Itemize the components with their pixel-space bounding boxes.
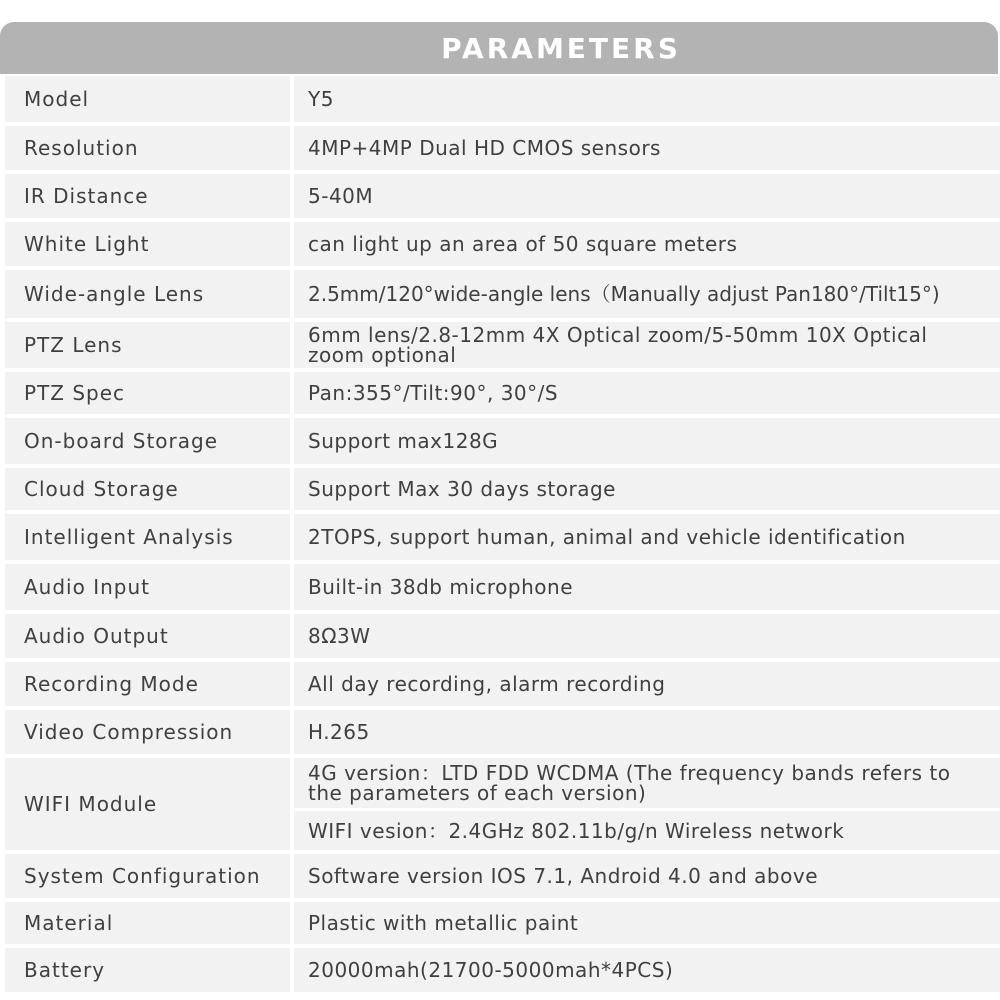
row-value: Y5 bbox=[294, 76, 1000, 122]
parameters-header bbox=[0, 22, 998, 74]
row-label: Battery bbox=[5, 948, 290, 992]
row-value-text: WIFI vesion：2.4GHz 802.11b/g/n Wireless network bbox=[308, 818, 845, 843]
table-row-intelligent-analysis bbox=[0, 512, 1000, 562]
row-value-wifi bbox=[294, 811, 1000, 850]
row-value: 2.5mm/120°wide-angle lens（Manually adjust Pan180°/Tilt15°) bbox=[294, 270, 1000, 318]
row-value-4g bbox=[294, 758, 1000, 808]
row-value: Pan:355°/Tilt:90°, 30°/S bbox=[294, 372, 1000, 414]
table-row-cloud-storage bbox=[0, 466, 1000, 512]
table-row-system-configuration bbox=[0, 852, 1000, 900]
row-value: H.265 bbox=[294, 710, 1000, 754]
row-label: On-board Storage bbox=[5, 418, 290, 464]
row-label: Intelligent Analysis bbox=[5, 514, 290, 560]
row-label: Wide-angle Lens bbox=[5, 270, 290, 318]
table-row-audio-output bbox=[0, 612, 1000, 660]
row-value: Built-in 38db microphone bbox=[294, 564, 1000, 610]
row-label: Cloud Storage bbox=[5, 468, 290, 510]
row-value: All day recording, alarm recording bbox=[294, 662, 1000, 706]
table-row-recording-mode bbox=[0, 660, 1000, 708]
table-row-model bbox=[0, 74, 1000, 124]
table-row-video-compression bbox=[0, 708, 1000, 756]
row-value: can light up an area of 50 square meters bbox=[294, 222, 1000, 266]
row-label: Video Compression bbox=[5, 710, 290, 754]
row-label: Model bbox=[5, 76, 290, 122]
table-row-ptz-spec bbox=[0, 370, 1000, 416]
table-row-battery bbox=[0, 946, 1000, 994]
row-value-text: 4G version：LTD FDD WCDMA (The frequency bands refers to the parameters of each version) bbox=[308, 761, 951, 805]
table-row-material bbox=[0, 900, 1000, 946]
row-label: Audio Output bbox=[5, 614, 290, 658]
row-value bbox=[294, 322, 1000, 368]
row-value: Support max128G bbox=[294, 418, 1000, 464]
table-row-white-light bbox=[0, 220, 1000, 268]
row-label: System Configuration bbox=[5, 854, 290, 898]
row-label: IR Distance bbox=[5, 174, 290, 218]
table-row-ir-distance bbox=[0, 172, 1000, 220]
row-label: PTZ Lens bbox=[5, 322, 290, 368]
row-value-text: 6mm lens/2.8-12mm 4X Optical zoom/5-50mm 10X Optical zoom optional bbox=[308, 323, 928, 367]
row-label: Resolution bbox=[5, 126, 290, 170]
row-label: WIFI Module bbox=[5, 758, 290, 850]
table-row-ptz-lens bbox=[0, 320, 1000, 370]
table-row-wifi-module bbox=[0, 756, 1000, 852]
row-value: Software version IOS 7.1, Android 4.0 and above bbox=[294, 854, 1000, 898]
parameters-title: PARAMETERS bbox=[441, 31, 681, 65]
table-row-onboard-storage bbox=[0, 416, 1000, 466]
row-value: 5-40M bbox=[294, 174, 1000, 218]
row-value: Plastic with metallic paint bbox=[294, 902, 1000, 944]
row-label: Material bbox=[5, 902, 290, 944]
row-value: 8Ω3W bbox=[294, 614, 1000, 658]
row-label: White Light bbox=[5, 222, 290, 266]
table-row-audio-input bbox=[0, 562, 1000, 612]
table-row-wide-angle-lens bbox=[0, 268, 1000, 320]
row-value: 20000mah(21700-5000mah*4PCS) bbox=[294, 948, 1000, 992]
row-value: Support Max 30 days storage bbox=[294, 468, 1000, 510]
row-label: Recording Mode bbox=[5, 662, 290, 706]
row-label: PTZ Spec bbox=[5, 372, 290, 414]
table-row-resolution bbox=[0, 124, 1000, 172]
row-value: 2TOPS, support human, animal and vehicle identification bbox=[294, 514, 1000, 560]
row-label: Audio Input bbox=[5, 564, 290, 610]
row-value: 4MP+4MP Dual HD CMOS sensors bbox=[294, 126, 1000, 170]
parameters-sheet bbox=[0, 22, 1000, 1000]
